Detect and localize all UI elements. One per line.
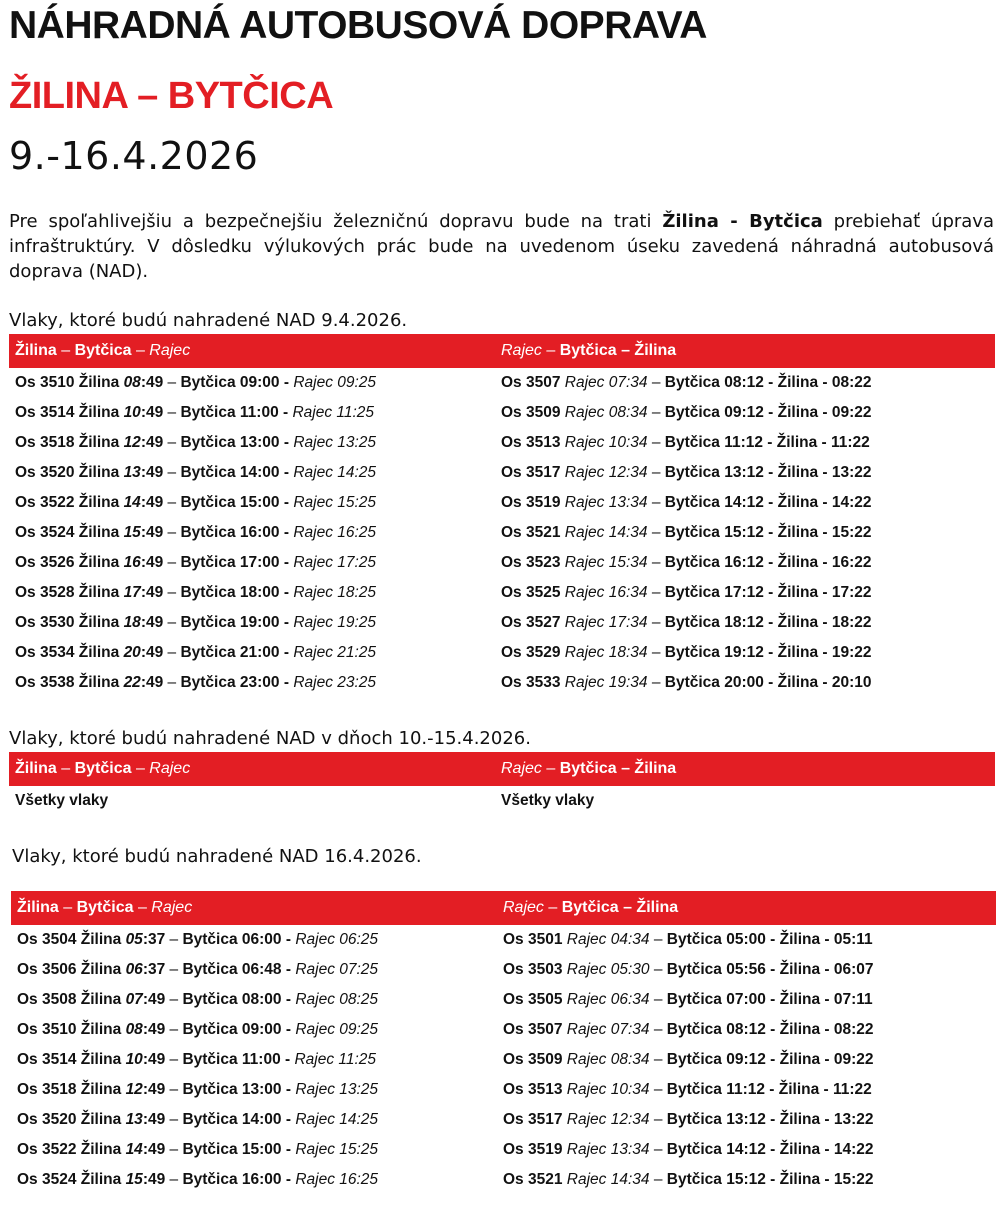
departure-left <box>15 608 376 638</box>
bytcica-zilina-time: Bytčica 05:56 - Žilina - 06:07 <box>666 961 874 978</box>
table-row <box>15 488 995 518</box>
bytcica-zilina-time: Bytčica 20:00 - Žilina - 20:10 <box>664 674 872 691</box>
separator: – <box>649 931 667 948</box>
departure-hour: 12 <box>123 434 141 451</box>
separator: – <box>165 1081 183 1098</box>
bytcica-zilina-time: Bytčica 09:12 - Žilina - 09:22 <box>666 1051 874 1068</box>
rajec-time: Rajec 09:25 <box>293 374 377 391</box>
table-row <box>17 1165 995 1195</box>
departure-left <box>17 1105 378 1135</box>
bytcica-time: Bytčica 08:00 - <box>182 991 296 1008</box>
table-row <box>17 1135 995 1165</box>
separator: – <box>163 524 181 541</box>
departure-left <box>15 368 376 398</box>
timetable-16-4 <box>17 925 995 1195</box>
departure-hour: 22 <box>123 674 141 691</box>
table-row <box>17 1015 995 1045</box>
departure-left <box>15 428 376 458</box>
rajec-time: Rajec 19:25 <box>293 614 377 631</box>
bytcica-time: Bytčica 09:00 - <box>182 1021 296 1038</box>
train-number: Os 3521 <box>501 524 565 541</box>
date-range: 9.-16.4.2026 <box>9 134 259 178</box>
departure-minute: :49 <box>142 1081 166 1098</box>
departure-left <box>15 458 376 488</box>
bytcica-zilina-time: Bytčica 15:12 - Žilina - 15:22 <box>664 524 872 541</box>
train-number: Os 3514 Žilina <box>17 1051 126 1068</box>
section-title-16-4: Vlaky, ktoré budú nahradené NAD 16.4.2026. <box>12 846 422 867</box>
departure-hour: 05 <box>125 931 143 948</box>
bytcica-time: Bytčica 14:00 - <box>182 1111 296 1128</box>
train-number: Os 3513 <box>501 434 565 451</box>
table-row <box>15 786 995 816</box>
bytcica-zilina-time: Bytčica 11:12 - Žilina - 11:22 <box>666 1081 872 1098</box>
departure-hour: 10 <box>125 1051 143 1068</box>
rajec-time: Rajec 21:25 <box>293 644 377 661</box>
departure-minute: :49 <box>140 554 164 571</box>
departure-minute: :37 <box>142 961 166 978</box>
rajec-time: Rajec 08:34 <box>564 404 648 421</box>
bytcica-zilina-time: Bytčica 08:12 - Žilina - 08:22 <box>664 374 872 391</box>
separator: – <box>649 991 667 1008</box>
table-row <box>15 638 995 668</box>
train-number: Os 3520 Žilina <box>15 464 124 481</box>
train-number: Os 3527 <box>501 614 565 631</box>
departure-minute: :49 <box>140 374 164 391</box>
separator: – <box>163 464 181 481</box>
bytcica-time: Bytčica 16:00 - <box>182 1171 296 1188</box>
separator: – <box>649 1111 667 1128</box>
bytcica-time: Bytčica 17:00 - <box>180 554 294 571</box>
column-header-right: Rajec – Bytčica – Žilina <box>501 342 677 359</box>
rajec-time: Rajec 06:25 <box>295 931 379 948</box>
train-number: Os 3514 Žilina <box>15 404 124 421</box>
separator: – <box>163 614 181 631</box>
departure-minute: :49 <box>140 614 164 631</box>
departure-minute: :49 <box>142 991 166 1008</box>
timetable-10-15-4 <box>15 786 995 816</box>
separator: – <box>163 644 181 661</box>
intro-route-bold: Žilina - Bytčica <box>662 211 823 232</box>
table-row <box>15 548 995 578</box>
bytcica-time: Bytčica 19:00 - <box>180 614 294 631</box>
train-number: Os 3524 Žilina <box>17 1171 126 1188</box>
rajec-time: Rajec 11:25 <box>292 404 375 421</box>
rajec-time: Rajec 12:34 <box>566 1111 650 1128</box>
bytcica-time: Bytčica 14:00 - <box>180 464 294 481</box>
departure-hour: 15 <box>125 1171 143 1188</box>
bytcica-zilina-time: Bytčica 09:12 - Žilina - 09:22 <box>664 404 872 421</box>
departure-hour: 15 <box>123 524 141 541</box>
bytcica-zilina-time: Bytčica 11:12 - Žilina - 11:22 <box>664 434 870 451</box>
departure-minute: :49 <box>142 1111 166 1128</box>
separator: – <box>647 374 665 391</box>
train-number: Os 3522 Žilina <box>17 1141 126 1158</box>
separator: – <box>647 524 665 541</box>
bytcica-time: Bytčica 15:00 - <box>182 1141 296 1158</box>
rajec-time: Rajec 14:25 <box>295 1111 379 1128</box>
bytcica-time: Bytčica 13:00 - <box>182 1081 296 1098</box>
departure-minute: :49 <box>140 524 164 541</box>
departure-right <box>501 548 872 578</box>
train-number: Os 3525 <box>501 584 565 601</box>
train-number: Os 3533 <box>501 674 565 691</box>
train-number: Os 3509 <box>503 1051 567 1068</box>
separator: – <box>165 1051 183 1068</box>
departure-right <box>503 925 873 955</box>
rajec-time: Rajec 17:25 <box>293 554 377 571</box>
train-number: Os 3513 <box>503 1081 567 1098</box>
departure-hour: 13 <box>123 464 141 481</box>
departure-minute: :49 <box>142 1021 166 1038</box>
table-row <box>15 428 995 458</box>
column-header-left: Žilina – Bytčica – Rajec <box>17 899 193 916</box>
bytcica-time: Bytčica 11:00 - <box>180 404 293 421</box>
separator: – <box>647 674 665 691</box>
table-row <box>17 1075 995 1105</box>
separator: – <box>649 1141 667 1158</box>
departure-hour: 12 <box>125 1081 143 1098</box>
separator: – <box>647 464 665 481</box>
bytcica-zilina-time: Bytčica 05:00 - Žilina - 05:11 <box>666 931 873 948</box>
departure-left <box>17 985 378 1015</box>
separator: – <box>165 1021 183 1038</box>
rajec-time: Rajec 04:34 <box>566 931 650 948</box>
bytcica-time: Bytčica 15:00 - <box>180 494 294 511</box>
separator: – <box>649 961 667 978</box>
separator: – <box>649 1081 667 1098</box>
train-number: Os 3524 Žilina <box>15 524 124 541</box>
train-number: Os 3506 Žilina <box>17 961 126 978</box>
rajec-time: Rajec 13:34 <box>566 1141 650 1158</box>
departure-hour: 06 <box>125 961 143 978</box>
departure-hour: 18 <box>123 614 141 631</box>
rajec-time: Rajec 14:34 <box>564 524 648 541</box>
departure-hour: 14 <box>125 1141 143 1158</box>
train-number: Os 3518 Žilina <box>17 1081 126 1098</box>
bytcica-time: Bytčica 21:00 - <box>180 644 294 661</box>
departure-right <box>503 1075 872 1105</box>
departure-right <box>501 608 872 638</box>
all-trains-left: Všetky vlaky <box>15 792 109 809</box>
separator: – <box>647 494 665 511</box>
departure-right <box>501 668 872 698</box>
train-number: Os 3501 <box>503 931 567 948</box>
train-number: Os 3510 Žilina <box>17 1021 126 1038</box>
bytcica-time: Bytčica 23:00 - <box>180 674 294 691</box>
rajec-time: Rajec 23:25 <box>293 674 377 691</box>
bytcica-time: Bytčica 18:00 - <box>180 584 294 601</box>
departure-right <box>503 955 874 985</box>
departure-right <box>501 578 872 608</box>
separator: – <box>647 404 665 421</box>
rajec-time: Rajec 14:25 <box>293 464 377 481</box>
rajec-time: Rajec 06:34 <box>566 991 650 1008</box>
departure-minute: :49 <box>140 434 164 451</box>
bytcica-zilina-time: Bytčica 19:12 - Žilina - 19:22 <box>664 644 872 661</box>
departure-minute: :49 <box>140 404 164 421</box>
train-number: Os 3507 <box>503 1021 567 1038</box>
separator: – <box>165 961 183 978</box>
rajec-time: Rajec 13:25 <box>293 434 377 451</box>
rajec-time: Rajec 09:25 <box>295 1021 379 1038</box>
rajec-time: Rajec 10:34 <box>566 1081 650 1098</box>
column-header-right: Rajec – Bytčica – Žilina <box>501 760 677 777</box>
departure-hour: 08 <box>123 374 141 391</box>
table-row <box>15 518 995 548</box>
departure-left <box>15 638 376 668</box>
table-row <box>17 1105 995 1135</box>
table-row <box>15 458 995 488</box>
departure-left <box>17 1015 378 1045</box>
bytcica-zilina-time: Bytčica 08:12 - Žilina - 08:22 <box>666 1021 874 1038</box>
rajec-time: Rajec 18:34 <box>564 644 648 661</box>
rajec-time: Rajec 17:34 <box>564 614 648 631</box>
intro-text-after: prebiehať úprava infraštruktúry. V dôsledku výlukových prác bude na uvedenom úseku zavedená náhradná autobusová doprava (NAD). <box>9 211 994 282</box>
departure-minute: :37 <box>142 931 166 948</box>
bytcica-zilina-time: Bytčica 16:12 - Žilina - 16:22 <box>664 554 872 571</box>
table-row <box>15 668 995 698</box>
rajec-time: Rajec 16:34 <box>564 584 648 601</box>
departure-right <box>503 1015 874 1045</box>
departure-hour: 17 <box>123 584 141 601</box>
bytcica-time: Bytčica 09:00 - <box>180 374 294 391</box>
train-number: Os 3534 Žilina <box>15 644 124 661</box>
train-number: Os 3530 Žilina <box>15 614 124 631</box>
rajec-time: Rajec 19:34 <box>564 674 648 691</box>
departure-right <box>503 1045 874 1075</box>
departure-left <box>17 1165 378 1195</box>
table-row <box>15 368 995 398</box>
bytcica-zilina-time: Bytčica 13:12 - Žilina - 13:22 <box>666 1111 874 1128</box>
departure-right <box>503 1135 874 1165</box>
bytcica-time: Bytčica 06:48 - <box>182 961 296 978</box>
train-number: Os 3529 <box>501 644 565 661</box>
train-number: Os 3517 <box>501 464 565 481</box>
departure-minute: :49 <box>140 674 164 691</box>
bytcica-time: Bytčica 16:00 - <box>180 524 294 541</box>
separator: – <box>165 1141 183 1158</box>
train-number: Os 3508 Žilina <box>17 991 126 1008</box>
departure-left <box>17 1045 376 1075</box>
separator: – <box>163 374 181 391</box>
train-number: Os 3517 <box>503 1111 567 1128</box>
train-number: Os 3519 <box>503 1141 567 1158</box>
separator: – <box>165 1171 183 1188</box>
departure-left <box>15 518 376 548</box>
bytcica-zilina-time: Bytčica 14:12 - Žilina - 14:22 <box>664 494 872 511</box>
bytcica-time: Bytčica 11:00 - <box>182 1051 295 1068</box>
section-title-9-4: Vlaky, ktoré budú nahradené NAD 9.4.2026. <box>9 310 408 331</box>
departure-right <box>501 488 872 518</box>
departure-left <box>17 925 378 955</box>
bytcica-time: Bytčica 06:00 - <box>182 931 296 948</box>
table-row <box>17 985 995 1015</box>
departure-left <box>15 488 376 518</box>
separator: – <box>163 404 181 421</box>
departure-left <box>17 1135 378 1165</box>
departure-right <box>501 638 872 668</box>
train-number: Os 3526 Žilina <box>15 554 124 571</box>
bytcica-zilina-time: Bytčica 13:12 - Žilina - 13:22 <box>664 464 872 481</box>
separator: – <box>165 991 183 1008</box>
table-header-bar <box>9 334 995 368</box>
departure-hour: 14 <box>123 494 141 511</box>
departure-hour: 10 <box>123 404 141 421</box>
departure-minute: :49 <box>142 1141 166 1158</box>
departure-right <box>503 1105 874 1135</box>
departure-hour: 13 <box>125 1111 143 1128</box>
separator: – <box>163 554 181 571</box>
all-trains-right: Všetky vlaky <box>501 792 595 809</box>
bytcica-zilina-time: Bytčica 14:12 - Žilina - 14:22 <box>666 1141 874 1158</box>
train-number: Os 3522 Žilina <box>15 494 124 511</box>
departure-minute: :49 <box>140 584 164 601</box>
departure-right <box>501 458 872 488</box>
separator: – <box>649 1051 667 1068</box>
column-header-right: Rajec – Bytčica – Žilina <box>503 899 679 916</box>
departure-minute: :49 <box>140 644 164 661</box>
separator: – <box>647 554 665 571</box>
separator: – <box>163 434 181 451</box>
departure-right <box>501 368 872 398</box>
rajec-time: Rajec 11:25 <box>294 1051 377 1068</box>
departure-hour: 16 <box>123 554 141 571</box>
timetable-9-4 <box>15 368 995 698</box>
column-header-left: Žilina – Bytčica – Rajec <box>15 342 191 359</box>
departure-left <box>15 398 374 428</box>
train-number: Os 3503 <box>503 961 567 978</box>
departure-minute: :49 <box>140 494 164 511</box>
departure-minute: :49 <box>142 1051 166 1068</box>
departure-left <box>15 578 376 608</box>
bytcica-time: Bytčica 13:00 - <box>180 434 294 451</box>
separator: – <box>647 614 665 631</box>
rajec-time: Rajec 16:25 <box>293 524 377 541</box>
departure-hour: 08 <box>125 1021 143 1038</box>
route-title: ŽILINA – BYTČICA <box>9 75 334 117</box>
bytcica-zilina-time: Bytčica 07:00 - Žilina - 07:11 <box>666 991 873 1008</box>
intro-paragraph <box>9 209 994 284</box>
departure-left <box>17 1075 378 1105</box>
rajec-time: Rajec 15:25 <box>293 494 377 511</box>
page-title: NÁHRADNÁ AUTOBUSOVÁ DOPRAVA <box>9 4 707 47</box>
rajec-time: Rajec 15:34 <box>564 554 648 571</box>
separator: – <box>165 931 183 948</box>
train-number: Os 3510 Žilina <box>15 374 124 391</box>
separator: – <box>647 434 665 451</box>
train-number: Os 3504 Žilina <box>17 931 126 948</box>
table-header-bar <box>11 891 996 925</box>
train-number: Os 3507 <box>501 374 565 391</box>
departure-left <box>15 668 376 698</box>
rajec-time: Rajec 13:34 <box>564 494 648 511</box>
rajec-time: Rajec 12:34 <box>564 464 648 481</box>
train-number: Os 3519 <box>501 494 565 511</box>
train-number: Os 3528 Žilina <box>15 584 124 601</box>
bytcica-zilina-time: Bytčica 17:12 - Žilina - 17:22 <box>664 584 872 601</box>
rajec-time: Rajec 07:34 <box>566 1021 650 1038</box>
rajec-time: Rajec 07:25 <box>295 961 379 978</box>
rajec-time: Rajec 15:25 <box>295 1141 379 1158</box>
separator: – <box>163 494 181 511</box>
rajec-time: Rajec 10:34 <box>564 434 648 451</box>
rajec-time: Rajec 18:25 <box>293 584 377 601</box>
departure-right <box>501 398 872 428</box>
table-row <box>15 608 995 638</box>
train-number: Os 3538 Žilina <box>15 674 124 691</box>
table-row <box>17 925 995 955</box>
separator: – <box>163 674 181 691</box>
bytcica-zilina-time: Bytčica 15:12 - Žilina - 15:22 <box>666 1171 874 1188</box>
bytcica-zilina-time: Bytčica 18:12 - Žilina - 18:22 <box>664 614 872 631</box>
train-number: Os 3518 Žilina <box>15 434 124 451</box>
separator: – <box>647 584 665 601</box>
departure-hour: 20 <box>123 644 141 661</box>
section-title-10-15-4: Vlaky, ktoré budú nahradené NAD v dňoch 10.-15.4.2026. <box>9 728 531 749</box>
rajec-time: Rajec 07:34 <box>564 374 648 391</box>
table-header-bar <box>9 752 995 786</box>
departure-minute: :49 <box>140 464 164 481</box>
table-row <box>17 1045 995 1075</box>
column-header-left: Žilina – Bytčica – Rajec <box>15 760 191 777</box>
departure-left <box>15 548 376 578</box>
separator: – <box>163 584 181 601</box>
departure-left <box>17 955 378 985</box>
separator: – <box>649 1021 667 1038</box>
table-row <box>17 955 995 985</box>
rajec-time: Rajec 13:25 <box>295 1081 379 1098</box>
departure-hour: 07 <box>125 991 143 1008</box>
train-number: Os 3521 <box>503 1171 567 1188</box>
table-row <box>15 578 995 608</box>
rajec-time: Rajec 08:25 <box>295 991 379 1008</box>
train-number: Os 3520 Žilina <box>17 1111 126 1128</box>
departure-right <box>503 985 873 1015</box>
train-number: Os 3505 <box>503 991 567 1008</box>
departure-right <box>503 1165 874 1195</box>
rajec-time: Rajec 08:34 <box>566 1051 650 1068</box>
rajec-time: Rajec 14:34 <box>566 1171 650 1188</box>
table-row <box>15 398 995 428</box>
rajec-time: Rajec 05:30 <box>566 961 650 978</box>
separator: – <box>647 644 665 661</box>
rajec-time: Rajec 16:25 <box>295 1171 379 1188</box>
train-number: Os 3523 <box>501 554 565 571</box>
train-number: Os 3509 <box>501 404 565 421</box>
separator: – <box>165 1111 183 1128</box>
separator: – <box>649 1171 667 1188</box>
departure-right <box>501 518 872 548</box>
departure-minute: :49 <box>142 1171 166 1188</box>
departure-right <box>501 428 870 458</box>
intro-text-before: Pre spoľahlivejšiu a bezpečnejšiu železničnú dopravu bude na trati <box>9 211 663 232</box>
